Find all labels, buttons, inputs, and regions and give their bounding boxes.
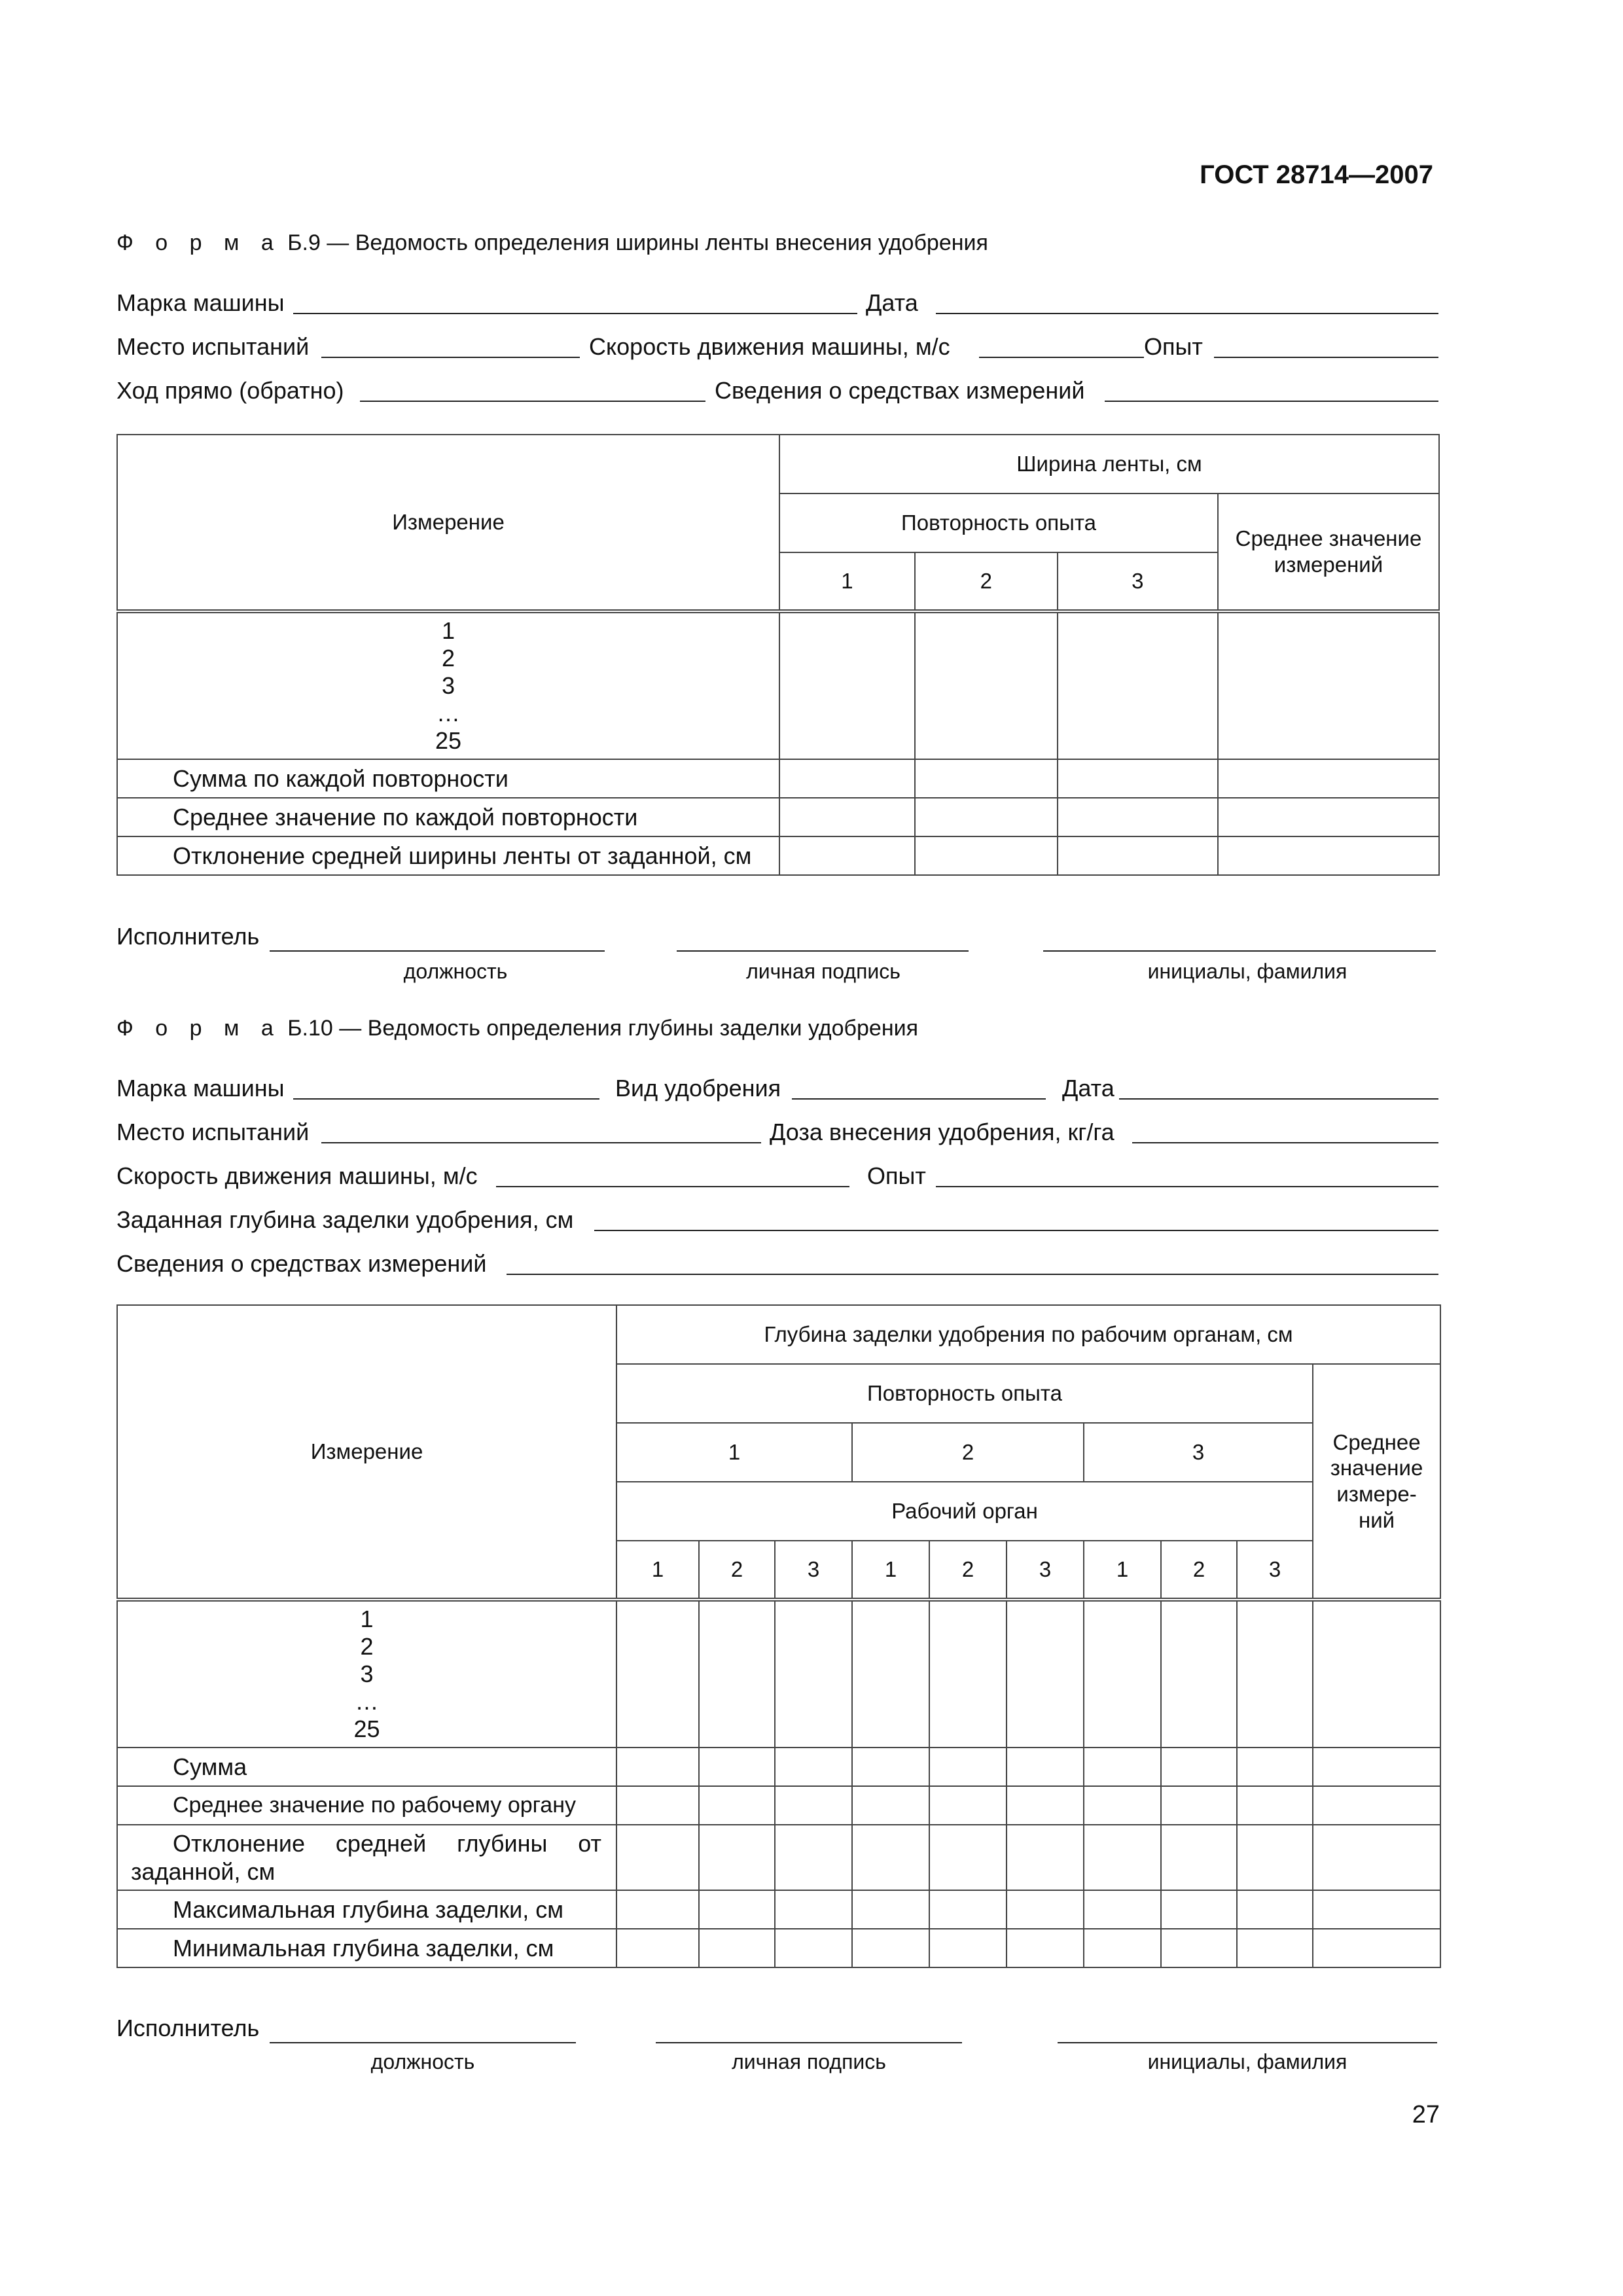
table-cell[interactable] <box>699 1890 775 1929</box>
form9-speed-field[interactable] <box>979 357 1144 358</box>
organ-number: 1 <box>616 1541 699 1600</box>
form10-row-min-label: Минимальная глубина заделки, см <box>117 1929 616 1967</box>
table-cell[interactable] <box>1237 1786 1313 1825</box>
table-cell[interactable] <box>1007 1825 1084 1890</box>
form10-measurement-header: Измерение <box>117 1305 616 1600</box>
form10-test-place-label: Место испытаний <box>116 1119 310 1145</box>
form10-dose-label: Доза внесения удобрения, кг/га <box>770 1119 1115 1145</box>
form9-speed-label: Скорость движения машины, м/с <box>589 333 950 360</box>
table-cell[interactable] <box>1313 1786 1440 1825</box>
table-cell[interactable] <box>1161 1929 1237 1967</box>
table-cell[interactable] <box>852 1748 929 1786</box>
form10-repeatability-header: Повторность опыта <box>616 1364 1313 1423</box>
table-cell[interactable] <box>929 1748 1007 1786</box>
form10-speed-field[interactable] <box>496 1186 849 1187</box>
table-cell[interactable] <box>1237 1890 1313 1929</box>
table-cell[interactable] <box>1007 1748 1084 1786</box>
form10-machine-brand-label: Марка машины <box>116 1075 285 1102</box>
form10-rep-1: 1 <box>616 1423 852 1482</box>
organ-number: 3 <box>1237 1541 1313 1600</box>
table-cell[interactable] <box>1237 1600 1313 1748</box>
table-cell[interactable] <box>1218 836 1439 875</box>
form9-machine-brand-label: Марка машины <box>116 289 285 316</box>
table-cell[interactable] <box>915 798 1058 836</box>
form9-signature-field[interactable] <box>677 950 969 952</box>
form10-test-place-field[interactable] <box>321 1142 761 1143</box>
table-cell[interactable] <box>929 1825 1007 1890</box>
measure-num: 3 <box>360 1660 374 1687</box>
form9-line-1 <box>116 288 1438 319</box>
form9-rep-2: 2 <box>915 552 1058 611</box>
table-cell[interactable] <box>775 1825 852 1890</box>
table-cell[interactable] <box>1084 1786 1161 1825</box>
form9-instruments-label: Сведения о средствах измерений <box>715 377 1085 404</box>
form9-instruments-field[interactable] <box>1105 401 1438 402</box>
table-cell[interactable] <box>1237 1748 1313 1786</box>
form9-row-dev-label: Отклонение средней ширины ленты от заданной, см <box>117 836 779 875</box>
table-cell[interactable] <box>1007 1890 1084 1929</box>
table-cell[interactable] <box>1084 1890 1161 1929</box>
form10-executor-label: Исполнитель <box>116 2015 260 2041</box>
form10-date-field[interactable] <box>1119 1098 1438 1100</box>
document-code: ГОСТ 28714—2007 <box>1200 160 1433 189</box>
organ-number: 2 <box>929 1541 1007 1600</box>
form10-fertilizer-type-label: Вид удобрения <box>615 1075 781 1102</box>
form9-rep-3: 3 <box>1058 552 1218 611</box>
form9-line-2 <box>116 332 1438 363</box>
form9-name-caption: инициалы, фамилия <box>1147 960 1347 983</box>
table-cell[interactable] <box>1313 1748 1440 1786</box>
measure-num: 1 <box>441 617 455 644</box>
table-cell[interactable] <box>1058 798 1218 836</box>
form10-row-mean-label: Среднее значение по рабочему органу <box>117 1786 616 1825</box>
form9-pass-field[interactable] <box>360 401 705 402</box>
form9-row-mean-label: Среднее значение по каждой повторности <box>117 798 779 836</box>
form10-line-1 <box>116 1073 1438 1105</box>
table-cell[interactable] <box>699 1786 775 1825</box>
form9-repeatability-header: Повторность опыта <box>779 493 1218 552</box>
table-cell[interactable] <box>1007 1786 1084 1825</box>
table-cell[interactable] <box>1313 1825 1440 1890</box>
table-cell[interactable] <box>1084 1825 1161 1890</box>
table-cell[interactable] <box>1313 1890 1440 1929</box>
form10-title <box>116 1016 918 1041</box>
form10-measure-numbers <box>117 1600 616 1748</box>
form10-position-caption: должность <box>370 2050 475 2073</box>
form10-title-text: Б.10 — Ведомость определения глубины заделки удобрения <box>281 1016 919 1041</box>
form10-row-max-label: Максимальная глубина заделки, см <box>117 1890 616 1929</box>
table-cell[interactable] <box>775 1600 852 1748</box>
table-cell[interactable] <box>929 1890 1007 1929</box>
table-cell[interactable] <box>616 1890 699 1929</box>
table-cell[interactable] <box>852 1929 929 1967</box>
table-cell[interactable] <box>1007 1600 1084 1748</box>
form9-experiment-field[interactable] <box>1214 357 1438 358</box>
table-cell[interactable] <box>852 1890 929 1929</box>
organ-number: 2 <box>1161 1541 1237 1600</box>
table-cell[interactable] <box>1084 1929 1161 1967</box>
form9-test-place-field[interactable] <box>321 357 580 358</box>
form10-position-field[interactable] <box>270 2042 576 2043</box>
table-cell[interactable] <box>775 1890 852 1929</box>
table-cell[interactable] <box>1161 1890 1237 1929</box>
form9-position-field[interactable] <box>270 950 605 952</box>
table-cell[interactable] <box>1161 1600 1237 1748</box>
table-cell[interactable] <box>1161 1825 1237 1890</box>
form10-target-depth-label: Заданная глубина заделки удобрения, см <box>116 1206 574 1233</box>
table-cell[interactable] <box>852 1825 929 1890</box>
form10-instruments-label: Сведения о средствах измерений <box>116 1250 487 1277</box>
measure-num: 1 <box>360 1605 374 1632</box>
form9-machine-brand-field[interactable] <box>293 313 857 314</box>
table-cell[interactable] <box>775 1786 852 1825</box>
form10-depth-header: Глубина заделки удобрения по рабочим органам, см <box>616 1305 1440 1364</box>
form10-name-field[interactable] <box>1058 2042 1437 2043</box>
table-cell[interactable] <box>1237 1825 1313 1890</box>
form10-target-depth-field[interactable] <box>594 1230 1438 1231</box>
form9-experiment-label: Опыт <box>1144 333 1203 360</box>
form10-experiment-label: Опыт <box>867 1162 926 1189</box>
table-cell[interactable] <box>699 1748 775 1786</box>
measure-num: 2 <box>360 1633 374 1660</box>
table-cell[interactable] <box>699 1929 775 1967</box>
table-cell[interactable] <box>915 759 1058 798</box>
form10-working-organ-header: Рабочий орган <box>616 1482 1313 1541</box>
form10-name-caption: инициалы, фамилия <box>1147 2050 1347 2073</box>
form10-row-dev-label <box>117 1825 616 1890</box>
form10-instruments-field[interactable] <box>507 1274 1438 1275</box>
form10-line-2 <box>116 1117 1438 1149</box>
form10-line-3 <box>116 1161 1438 1193</box>
form10-line-5 <box>116 1249 1438 1280</box>
table-cell[interactable] <box>616 1786 699 1825</box>
form9-mean-header: Среднее значение измерений <box>1218 493 1439 611</box>
table-cell[interactable] <box>779 798 915 836</box>
form10-date-label: Дата <box>1062 1075 1115 1102</box>
table-cell[interactable] <box>616 1748 699 1786</box>
form10-title-prefix: Ф о р м а <box>116 1016 281 1041</box>
table-cell[interactable] <box>779 836 915 875</box>
organ-number: 3 <box>1007 1541 1084 1600</box>
form9-title <box>116 230 988 256</box>
form9-measurement-header: Измерение <box>117 435 779 611</box>
form10-signature-caption: личная подпись <box>732 2050 886 2073</box>
form10-mean-header: Среднее значение измере-ний <box>1313 1364 1440 1600</box>
table-cell[interactable] <box>915 836 1058 875</box>
table-cell[interactable] <box>1218 798 1439 836</box>
form10-line-4 <box>116 1205 1438 1236</box>
table-cell[interactable] <box>1084 1600 1161 1748</box>
table-cell[interactable] <box>1218 611 1439 759</box>
form9-position-caption: должность <box>403 960 508 983</box>
form9-executor-label: Исполнитель <box>116 923 260 950</box>
form10-rep-3: 3 <box>1084 1423 1313 1482</box>
table-cell[interactable] <box>616 1929 699 1967</box>
form10-speed-label: Скорость движения машины, м/с <box>116 1162 478 1189</box>
table-cell[interactable] <box>1007 1929 1084 1967</box>
form9-name-field[interactable] <box>1043 950 1436 952</box>
measure-num: 2 <box>441 645 455 672</box>
form9-signature-caption: личная подпись <box>746 960 901 983</box>
form10-signature-field[interactable] <box>656 2042 962 2043</box>
form9-band-width-header: Ширина ленты, см <box>779 435 1439 493</box>
form9-line-3 <box>116 376 1438 407</box>
page-number: 27 <box>1412 2101 1440 2128</box>
table-cell[interactable] <box>1058 759 1218 798</box>
form9-table <box>116 434 1440 876</box>
table-cell[interactable] <box>1161 1786 1237 1825</box>
table-cell[interactable] <box>616 1600 699 1748</box>
form9-pass-label: Ход прямо (обратно) <box>116 377 344 404</box>
form9-title-prefix: Ф о р м а <box>116 230 281 255</box>
measure-num: 3 <box>441 672 455 699</box>
measure-num: … <box>355 1688 379 1715</box>
table-cell[interactable] <box>699 1825 775 1890</box>
organ-number: 1 <box>852 1541 929 1600</box>
table-cell[interactable] <box>779 611 915 759</box>
table-cell[interactable] <box>929 1786 1007 1825</box>
form10-dose-field[interactable] <box>1132 1142 1438 1143</box>
form9-rep-1: 1 <box>779 552 915 611</box>
measure-num: … <box>437 700 460 726</box>
form10-fertilizer-type-field[interactable] <box>792 1098 1046 1100</box>
form10-experiment-field[interactable] <box>936 1186 1438 1187</box>
form10-machine-brand-field[interactable] <box>293 1098 599 1100</box>
table-cell[interactable] <box>1084 1748 1161 1786</box>
table-cell[interactable] <box>1161 1748 1237 1786</box>
table-cell[interactable] <box>1058 836 1218 875</box>
form9-row-sum-label: Сумма по каждой повторности <box>117 759 779 798</box>
table-cell[interactable] <box>852 1786 929 1825</box>
table-cell[interactable] <box>929 1600 1007 1748</box>
table-cell[interactable] <box>779 759 915 798</box>
table-cell[interactable] <box>915 611 1058 759</box>
form10-row-sum-label: Сумма <box>117 1748 616 1786</box>
table-cell[interactable] <box>775 1929 852 1967</box>
form9-test-place-label: Место испытаний <box>116 333 310 360</box>
table-cell[interactable] <box>1237 1929 1313 1967</box>
form10-table <box>116 1304 1441 1968</box>
table-cell[interactable] <box>1313 1929 1440 1967</box>
form9-title-text: Б.9 — Ведомость определения ширины ленты внесения удобрения <box>281 230 988 255</box>
organ-number: 3 <box>775 1541 852 1600</box>
form10-rep-2: 2 <box>852 1423 1084 1482</box>
organ-number: 1 <box>1084 1541 1161 1600</box>
table-cell[interactable] <box>852 1600 929 1748</box>
table-cell[interactable] <box>775 1748 852 1786</box>
form9-date-label: Дата <box>866 289 918 316</box>
measure-num: 25 <box>353 1715 380 1742</box>
organ-number: 2 <box>699 1541 775 1600</box>
table-cell[interactable] <box>699 1600 775 1748</box>
table-cell[interactable] <box>1313 1600 1440 1748</box>
table-cell[interactable] <box>929 1929 1007 1967</box>
table-cell[interactable] <box>616 1825 699 1890</box>
form9-measure-numbers <box>117 611 779 759</box>
table-cell[interactable] <box>1218 759 1439 798</box>
measure-num: 25 <box>435 727 462 754</box>
table-cell[interactable] <box>1058 611 1218 759</box>
form9-date-field[interactable] <box>936 313 1438 314</box>
form10-row-dev-text: Отклонение средней глубины от заданной, см <box>131 1829 601 1885</box>
